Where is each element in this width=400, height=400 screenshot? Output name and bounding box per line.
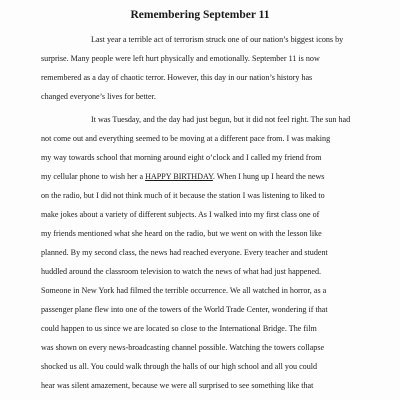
paragraph-1-line-2: surprise. Many people were left hurt physically and emotionally. September 11 is now: [41, 54, 320, 63]
paragraph-2-line-4: [41, 172, 324, 182]
paragraph-2-line-8: planned. By my second class, the news had reached everyone. Every teacher and student: [41, 248, 328, 257]
paragraph-2-line-1: It was Tuesday, and the day had just begun, but it did not feel right. The sun had: [91, 115, 351, 124]
underlined-text: HAPPY BIRTHDAY: [145, 172, 213, 181]
paragraph-2-line-10: Someone in New York had filmed the terrible occurrence. We all watched in horror, as a: [41, 286, 327, 295]
paragraph-2-line-14: shocked us all. You could walk through the halls of our high school and all you could: [41, 362, 318, 371]
paragraph-2-line-15: hear was silent amazement, because we were all surprised to see something like that: [41, 381, 314, 390]
paragraph-1-line-1: Last year a terrible act of terrorism struck one of our nation’s biggest icons by: [91, 35, 344, 44]
paragraph-2-line-6: make jokes about a variety of different subjects. As I walked into my first class one of: [41, 210, 320, 219]
line-text: my cellular phone to wish her a: [41, 172, 146, 181]
paragraph-2-line-11: passenger plane flew into one of the towers of the World Trade Center, wondering if that: [41, 305, 328, 314]
paragraph-2-line-3: my way towards school that morning around eight o’clock and I called my friend from: [41, 153, 322, 162]
paragraph-1-line-4: changed everyone’s lives for better.: [41, 92, 156, 101]
line-text-continued: . When I hung up I heard the news: [212, 172, 325, 181]
paragraph-1-line-3: remembered as a day of chaotic terror. However, this day in our nation’s history has: [41, 73, 313, 82]
paragraph-2-line-12: could happen to us since we are located so close to the International Bridge. The film: [41, 324, 317, 333]
paragraph-2-line-7: my friends mentioned what she heard on the radio, but we went on with the lesson like: [41, 229, 322, 238]
paragraph-2-line-13: was shown on every news-broadcasting channel possible. Watching the towers collapse: [41, 343, 325, 352]
paragraph-2-line-5: on the radio, but I did not think much of it because the station I was listening to liked to: [41, 191, 325, 200]
paragraph-2-line-9: huddled around the classroom television to watch the news of what had just happened.: [41, 267, 322, 276]
document-title: Remembering September 11: [130, 9, 270, 21]
paragraph-2-line-2: not come out and everything seemed to be moving at a different pace from. I was making: [41, 134, 331, 143]
